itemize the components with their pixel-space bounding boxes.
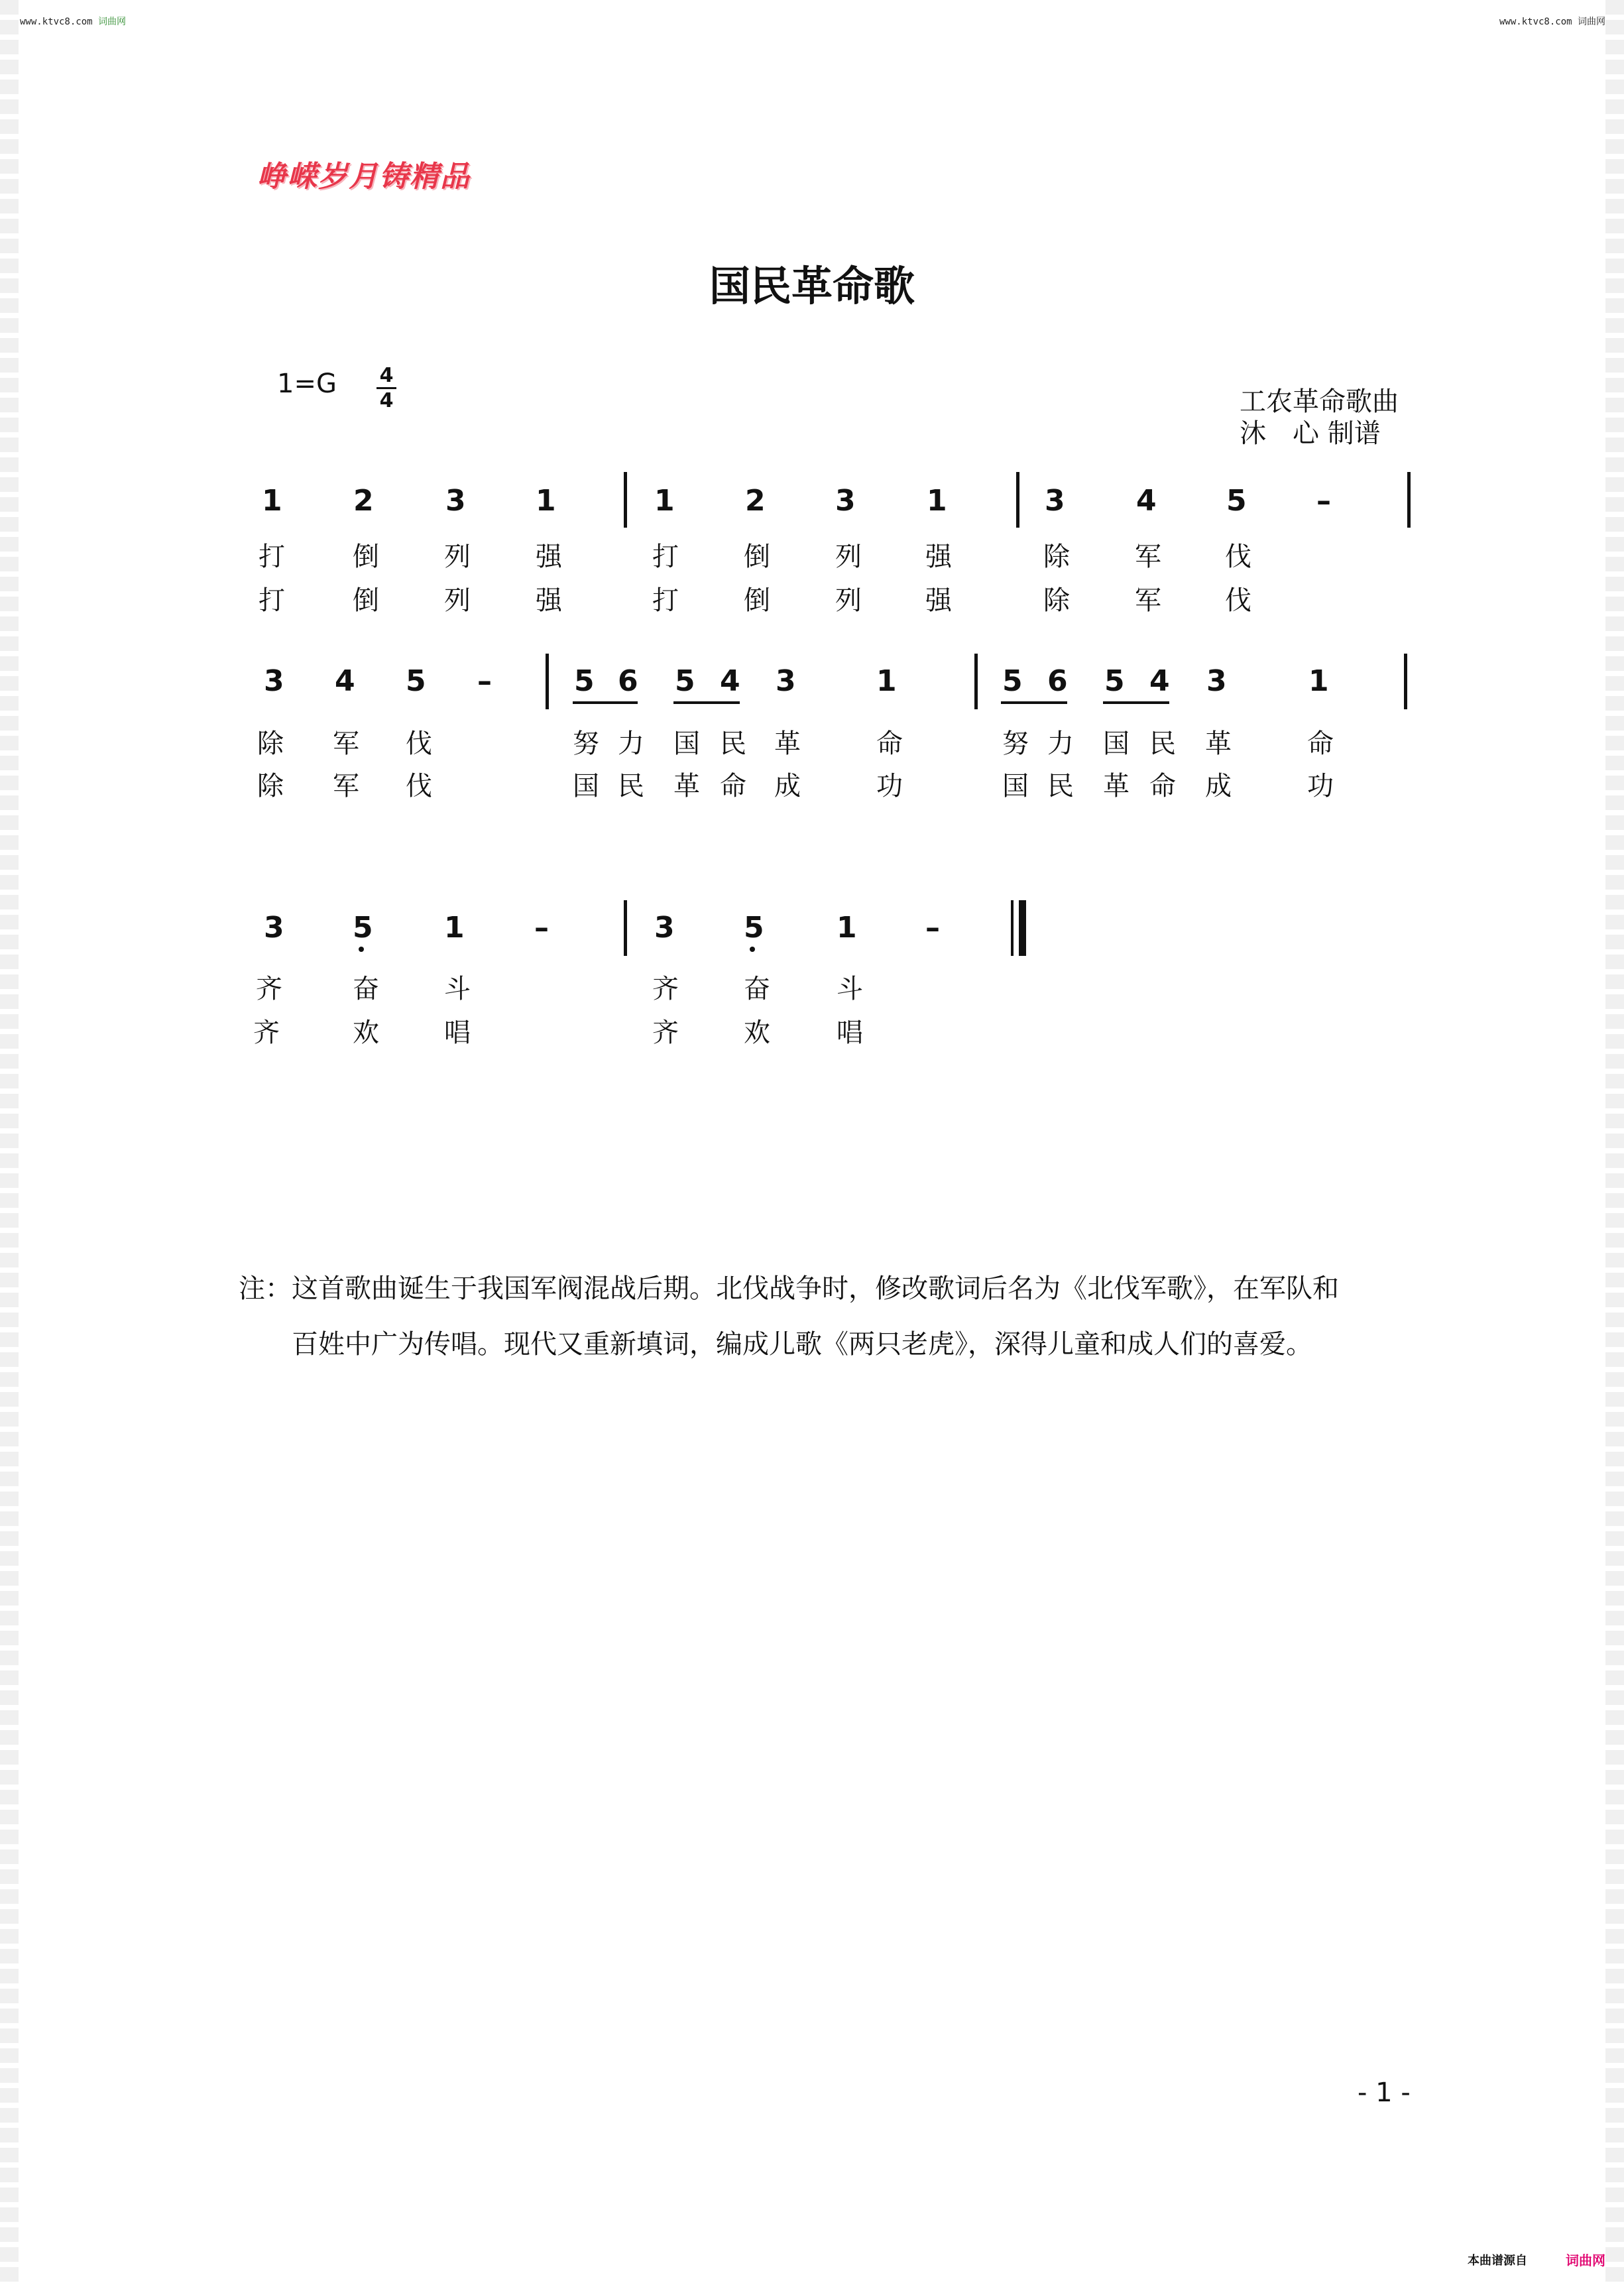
page-number: - 1 - [1358, 2078, 1411, 2108]
lyric: 力 [1047, 729, 1074, 759]
lyric: 努 [573, 729, 599, 759]
note: 3 [264, 911, 284, 945]
note: 6 [618, 664, 638, 698]
lyric: 力 [618, 729, 644, 759]
header-left [20, 15, 126, 28]
lyric: 革 [673, 771, 700, 801]
note: 6 [1047, 664, 1068, 698]
annotation-line-1: 注：这首歌曲诞生于我国军阀混战后期。北伐战争时，修改歌词后名为《北伐军歌》，在军队和 [239, 1273, 1339, 1304]
dash: – [1316, 484, 1331, 518]
final-barline-thin [1011, 900, 1014, 956]
time-signature-bottom: 4 [379, 389, 394, 412]
lyric: 国 [673, 729, 700, 759]
note: 1 [927, 484, 947, 518]
lyric: 革 [1205, 729, 1232, 759]
lyric: 军 [333, 729, 359, 759]
note: 3 [264, 664, 284, 698]
lyric: 国 [1103, 729, 1130, 759]
note: 3 [654, 911, 675, 945]
note: 5 [744, 911, 764, 945]
note: 5 [1226, 484, 1247, 518]
note: 1 [654, 484, 675, 518]
lyric: 列 [444, 542, 471, 572]
beam [1001, 701, 1067, 704]
barline [1407, 472, 1411, 528]
lyric: 列 [835, 585, 862, 616]
lyric: 国 [1002, 771, 1029, 801]
lyric: 齐 [652, 1018, 679, 1048]
note: 3 [776, 664, 796, 698]
lyric: 民 [618, 771, 644, 801]
note: 1 [876, 664, 897, 698]
lyric: 列 [444, 585, 471, 616]
lyric: 强 [536, 542, 562, 572]
note: 4 [1136, 484, 1157, 518]
note: 3 [445, 484, 466, 518]
lyric: 军 [333, 771, 359, 801]
lyric: 斗 [837, 974, 863, 1004]
lyric: 倒 [353, 585, 379, 616]
lyric: 斗 [444, 974, 471, 1004]
arranger-credit: 沐 心 制谱 [1240, 418, 1381, 449]
lyric: 功 [1307, 771, 1334, 801]
lyric: 欢 [744, 1018, 770, 1048]
note: 5 [574, 664, 595, 698]
note: 1 [262, 484, 282, 518]
lyric: 除 [257, 729, 284, 759]
beam [1103, 701, 1169, 704]
lyric: 齐 [652, 974, 679, 1004]
lyric: 伐 [406, 771, 432, 801]
note: 4 [720, 664, 740, 698]
lyric: 成 [774, 771, 801, 801]
lyric: 除 [1043, 542, 1070, 572]
lyric: 军 [1135, 542, 1161, 572]
lyric: 强 [925, 542, 952, 572]
note: 1 [536, 484, 556, 518]
lyric: 伐 [1225, 585, 1251, 616]
lyric: 民 [1149, 729, 1176, 759]
lyric: 唱 [444, 1018, 471, 1048]
lower-octave-dot [359, 947, 364, 952]
footer-site-link[interactable]: 词曲网 [1566, 2253, 1605, 2268]
note: 2 [745, 484, 766, 518]
lyric: 努 [1002, 729, 1029, 759]
note: 5 [1104, 664, 1125, 698]
lyric: 命 [720, 771, 746, 801]
beam [673, 701, 740, 704]
lyric: 成 [1205, 771, 1232, 801]
key-signature: 1=G [277, 369, 337, 399]
lyric: 齐 [253, 1018, 280, 1048]
lyric: 命 [1307, 729, 1334, 759]
lyric: 倒 [744, 585, 770, 616]
lyric: 命 [876, 729, 903, 759]
note: 3 [1206, 664, 1227, 698]
annotation-line-2: 百姓中广为传唱。现代又重新填词，编成儿歌《两只老虎》，深得儿童和成人们的喜爱。 [292, 1329, 1312, 1360]
lyric: 除 [257, 771, 284, 801]
lyric: 民 [1047, 771, 1074, 801]
lyric: 强 [536, 585, 562, 616]
lyric: 打 [259, 585, 285, 616]
lyric: 伐 [406, 729, 432, 759]
lyric: 革 [774, 729, 801, 759]
right-edge-stripe [1604, 0, 1624, 2283]
barline [974, 654, 978, 709]
lyric: 唱 [837, 1018, 863, 1048]
header-left-site: 词曲网 [98, 17, 127, 27]
note: 2 [353, 484, 374, 518]
lower-octave-dot [750, 947, 755, 952]
lyric: 除 [1043, 585, 1070, 616]
lyric: 打 [259, 542, 285, 572]
note: 5 [353, 911, 373, 945]
final-barline-thick [1019, 900, 1026, 956]
note: 1 [837, 911, 857, 945]
note: 5 [1002, 664, 1023, 698]
barline [546, 654, 549, 709]
lyric: 强 [925, 585, 952, 616]
header-right-site: 词曲网 [1578, 17, 1606, 27]
time-signature-top: 4 [379, 364, 394, 387]
lyric: 倒 [353, 542, 379, 572]
note: 1 [444, 911, 465, 945]
barline [1404, 654, 1407, 709]
lyric: 列 [835, 542, 862, 572]
barline [624, 900, 627, 956]
header-right [1499, 15, 1605, 28]
note: 1 [1308, 664, 1329, 698]
lyric: 打 [652, 585, 679, 616]
lyric: 倒 [744, 542, 770, 572]
left-edge-stripe [0, 0, 20, 2283]
lyric: 军 [1135, 585, 1161, 616]
header-left-url[interactable]: www.ktvc8.com [20, 17, 93, 27]
lyric: 命 [1149, 771, 1176, 801]
dash: – [477, 664, 492, 698]
lyric: 打 [652, 542, 679, 572]
lyric: 奋 [353, 974, 379, 1004]
barline [624, 472, 627, 528]
note: 5 [675, 664, 695, 698]
footer-source: 本曲谱源自 [1468, 2254, 1527, 2268]
lyric: 国 [573, 771, 599, 801]
lyric: 齐 [256, 974, 282, 1004]
note: 3 [835, 484, 856, 518]
lyric: 革 [1103, 771, 1130, 801]
page-title: 国民革命歌 [709, 262, 915, 310]
note: 4 [1149, 664, 1170, 698]
dash: – [925, 911, 940, 945]
dash: – [534, 911, 549, 945]
slogan-stamp: 峥嵘岁月铸精品 [257, 160, 471, 194]
barline [1016, 472, 1019, 528]
composer-credit: 工农革命歌曲 [1240, 386, 1399, 417]
note: 3 [1045, 484, 1065, 518]
note: 5 [406, 664, 426, 698]
note: 4 [335, 664, 355, 698]
lyric: 欢 [353, 1018, 379, 1048]
lyric: 功 [876, 771, 903, 801]
beam [573, 701, 638, 704]
lyric: 奋 [744, 974, 770, 1004]
lyric: 民 [720, 729, 746, 759]
header-right-url[interactable]: www.ktvc8.com [1499, 17, 1572, 27]
lyric: 伐 [1225, 542, 1251, 572]
